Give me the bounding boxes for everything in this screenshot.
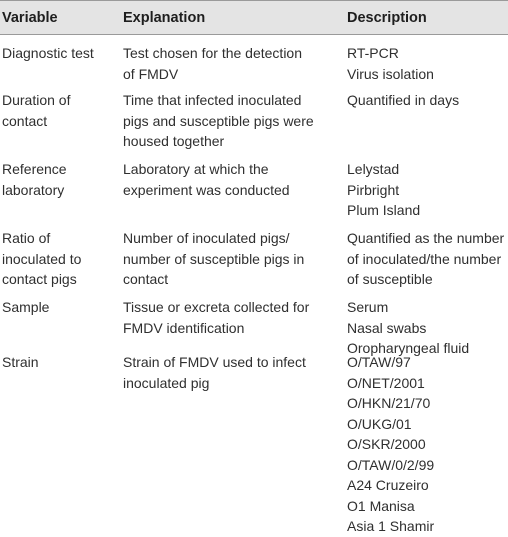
cell-line: Asia 1 Shamir xyxy=(347,518,435,534)
cell-line: pigs and susceptible pigs were xyxy=(123,112,314,129)
cell-variable xyxy=(2,43,114,64)
cell-description xyxy=(347,159,507,221)
cell-line: of susceptible xyxy=(347,271,433,287)
cell-line: Serum xyxy=(347,299,389,315)
cell-line: of inoculated/the number xyxy=(347,250,502,267)
cell-line: Strain of FMDV used to infect xyxy=(123,354,306,370)
table-header xyxy=(0,0,508,35)
cell-line: O/UKG/01 xyxy=(347,415,412,432)
cell-explanation xyxy=(123,352,338,393)
cell-line: inoculated pig xyxy=(123,374,210,391)
cell-explanation xyxy=(123,90,338,152)
cell-variable xyxy=(2,297,114,318)
cell-explanation xyxy=(123,159,338,200)
header-variable: Variable xyxy=(2,10,58,26)
cell-line: O/TAW/0/2/99 xyxy=(347,456,435,473)
cell-explanation xyxy=(123,297,338,338)
cell-line: Pirbright xyxy=(347,181,400,198)
cell-line: Reference xyxy=(2,161,67,177)
cell-description xyxy=(347,352,507,537)
cell-explanation xyxy=(123,43,338,84)
cell-line: number of susceptible pigs in xyxy=(123,250,305,267)
cell-variable xyxy=(2,159,114,200)
header-description: Description xyxy=(347,10,427,26)
cell-line: housed together xyxy=(123,133,225,149)
cell-line: Diagnostic test xyxy=(2,45,94,61)
cell-line: Quantified in days xyxy=(347,92,460,108)
cell-line: Oropharyngeal fluid xyxy=(347,340,470,356)
cell-description xyxy=(347,90,507,111)
cell-line: Nasal swabs xyxy=(347,319,427,336)
cell-line: FMDV identification xyxy=(123,319,245,336)
cell-line: Plum Island xyxy=(347,202,421,218)
cell-line: O1 Manisa xyxy=(347,497,415,514)
cell-line: RT-PCR xyxy=(347,45,399,61)
cell-line: Ratio of xyxy=(2,230,51,246)
cell-line: contact pigs xyxy=(2,271,77,287)
cell-description xyxy=(347,43,507,84)
cell-line: Time that infected inoculated xyxy=(123,92,302,108)
cell-line: experiment was conducted xyxy=(123,181,290,198)
cell-line: Sample xyxy=(2,299,50,315)
cell-line: Lelystad xyxy=(347,161,400,177)
cell-variable xyxy=(2,352,114,373)
cell-line: Number of inoculated pigs/ xyxy=(123,230,290,246)
cell-line: O/TAW/97 xyxy=(347,354,411,370)
cell-line: Quantified as the number xyxy=(347,230,505,246)
cell-line: A24 Cruzeiro xyxy=(347,477,429,493)
cell-line: Tissue or excreta collected for xyxy=(123,299,310,315)
cell-line: contact xyxy=(2,112,48,129)
cell-line: inoculated to xyxy=(2,250,82,267)
cell-line: laboratory xyxy=(2,181,65,198)
cell-line: Laboratory at which the xyxy=(123,161,269,177)
cell-line: Test chosen for the detection xyxy=(123,45,302,61)
cell-description xyxy=(347,297,507,359)
cell-line: O/HKN/21/70 xyxy=(347,395,431,411)
cell-line: contact xyxy=(123,271,169,287)
cell-variable xyxy=(2,228,114,290)
header-explanation: Explanation xyxy=(123,10,206,26)
cell-line: of FMDV xyxy=(123,65,179,82)
cell-variable xyxy=(2,90,114,131)
cell-line: O/NET/2001 xyxy=(347,374,425,391)
cell-line: Strain xyxy=(2,354,39,370)
cell-line: Virus isolation xyxy=(347,65,434,82)
cell-explanation xyxy=(123,228,338,290)
cell-line: Duration of xyxy=(2,92,71,108)
cell-description xyxy=(347,228,507,290)
cell-line: O/SKR/2000 xyxy=(347,436,426,452)
